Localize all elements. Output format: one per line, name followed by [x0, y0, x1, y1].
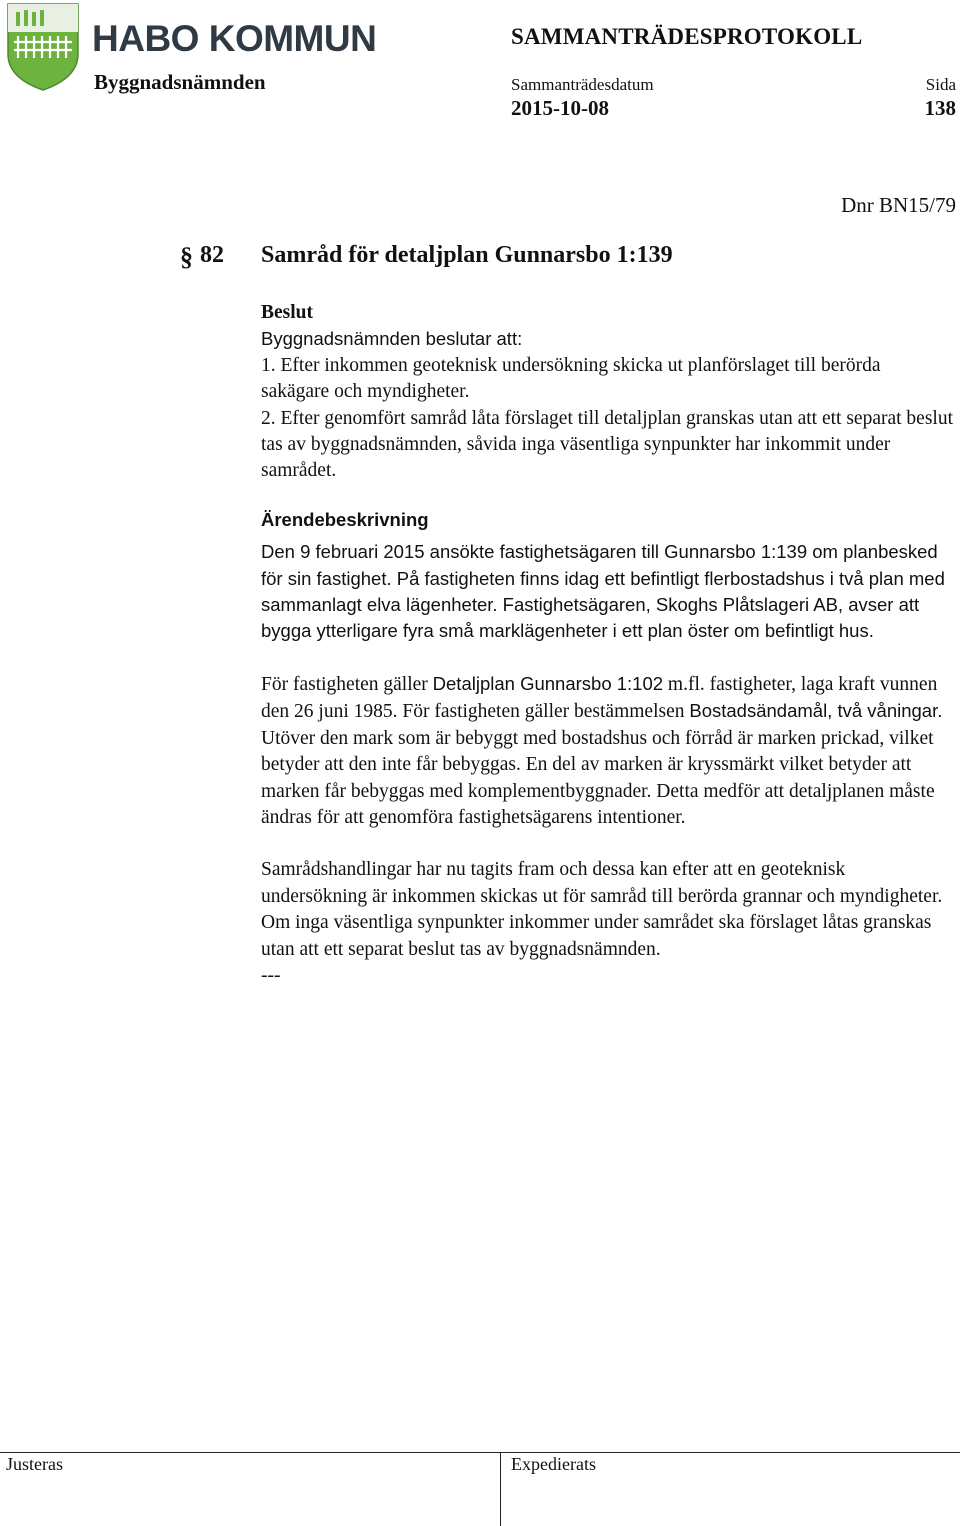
document-type: SAMMANTRÄDESPROTOKOLL	[511, 24, 863, 49]
expedierats-field-label: Expedierats	[511, 1454, 596, 1474]
meeting-date-label: Sammanträdesdatum	[511, 75, 654, 94]
section-sign: §	[180, 242, 193, 271]
arende-paragraph-1: Den 9 februari 2015 ansökte fastighetsägaren till Gunnarsbo 1:139 om planbesked för sin fastighet. På fastigheten finns idag ett befintligt flerbostadshus i två plan med sammanlagt elva lägenheter. Fastighetsägaren, Skoghs Plåtslageri AB, avser att bygga ytterligare fyra små marklägenheter i ett plan öster om befintligt hus.	[261, 541, 945, 642]
habo-kommun-coat-of-arms	[6, 2, 80, 92]
justeras-field-label: Justeras	[6, 1454, 63, 1474]
section-title: Samråd för detaljplan Gunnarsbo 1:139	[261, 242, 673, 268]
paragraph-2-text-c: Utöver den mark som är bebyggt med bostadshus och förråd är marken prickad, vilket betyder att den inte får bebyggas. En del av marken är kryssmärkt vilket betyder att marken får bebyggas med komplementbyggnader. Detta medför att detaljplanen måste ändras för att genomföra fastighetsägarens intentioner.	[261, 727, 935, 828]
beslut-heading: Beslut	[261, 302, 314, 323]
arende-heading: Ärendebeskrivning	[261, 508, 429, 530]
paragraph-2-text-b: m.fl. fastigheter, laga kraft vunnen den 26 juni 1985. För fastigheten gäller bestämmelsen	[261, 673, 938, 723]
beslut-item-2: 2. Efter genomfört samråd låta förslaget till detaljplan granskas utan att ett separat beslut tas av byggnadsnämnden, såvida inga väsentliga synpunkter har inkommit under samrådet.	[261, 407, 954, 482]
arende-paragraph-2	[261, 671, 953, 831]
case-number: Dnr BN15/79	[841, 193, 956, 217]
plan-regulation: Bostadsändamål, två våningar.	[689, 700, 943, 722]
meeting-date: 2015-10-08	[511, 96, 609, 120]
page-number: 138	[924, 96, 956, 120]
beslut-intro: Byggnadsnämnden beslutar att:	[261, 328, 523, 350]
detaljplan-reference: Detaljplan Gunnarsbo 1:102	[432, 672, 664, 694]
footer-divider	[500, 1452, 501, 1526]
end-mark: ---	[261, 964, 281, 986]
logo-text: HABO KOMMUN	[92, 18, 377, 59]
section-number: 82	[200, 242, 224, 268]
protocol-body	[261, 300, 953, 989]
beslut-item-1: 1. Efter inkommen geoteknisk undersökning skicka ut planförslaget till berörda sakägare och myndigheter.	[261, 354, 881, 403]
footer-rule	[0, 1452, 960, 1453]
page-label: Sida	[925, 75, 956, 94]
committee-name: Byggnadsnämnden	[94, 70, 266, 94]
paragraph-2-text-a: För fastigheten gäller	[261, 673, 433, 695]
arende-paragraph-3: Samrådshandlingar har nu tagits fram och dessa kan efter att en geoteknisk undersökning är inkommen skickas ut för samråd till berörda grannar och myndigheter. Om inga väsentliga synpunkter inkommer under samrådet ska förslaget låtas granskas utan att ett separat beslut tas av byggnadsnämnden.	[261, 859, 943, 960]
